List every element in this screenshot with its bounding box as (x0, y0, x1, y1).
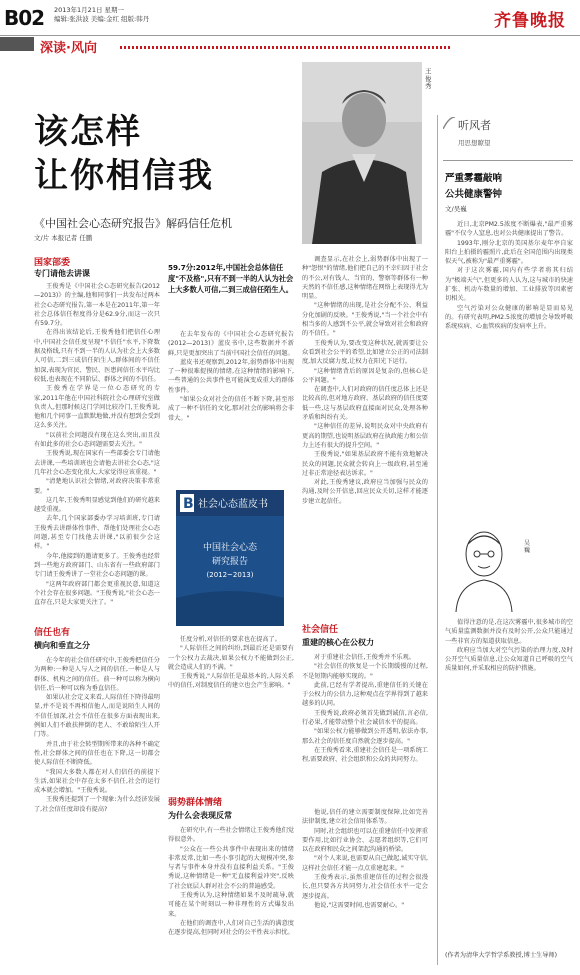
byline: 文/片 本报记者 任鹏 (34, 234, 93, 242)
paragraph: 此前,已经有学者提出,重建信任的关键在于公权力的公信力,这种观点在学界得到了越来越多的认同。 (302, 681, 428, 708)
portrait-photo (302, 62, 422, 244)
paragraph: 王俊秀说,政府必须首先做到诚信,言必信,行必果,才能带动整个社会诚信水平的提高。 (302, 709, 428, 727)
paragraph: 政府应当加大对空气污染的治理力度,及时公开空气质量信息,让公众知道自己呼吸的空气质量如何,并采取相应的防护措施。 (445, 646, 573, 673)
paragraph: 王俊秀认为,这种情绪如果不及时疏导,就可能在某个时刻以一种非理性的方式爆发出来。 (168, 892, 294, 918)
sidebar-text (445, 220, 573, 516)
paragraph: 王俊秀还提到了一个现象:为什么经济发展了,社会信任度却没有提高? (34, 796, 160, 813)
paragraph: 对于这次雾霾,国内有些学者将其归结为"极端天气",但更多的人认为,这与城市的快速扩张、机动车数量的增加、工业排放等因素密切相关。 (445, 267, 573, 303)
header-rule (0, 35, 580, 36)
section-tag-block (0, 37, 34, 51)
column-2c-text (168, 826, 294, 966)
paragraph: "人际信任之间的纠纷,到最后还是需要有一个公权力去裁决,如果公权力不能做到公正,就会造成人们的不满。" (168, 645, 294, 671)
paragraph: 王俊秀说,"人际信任是最基本的,人际关系中的信任,对制度信任的建立也会产生影响。" (168, 673, 294, 690)
paragraph: 如果认社会定义来看,人际信任下降得最明显,并不是说不再相信他人,而是说陌生人间的不信任加深,社会不信任在很多方面表现出来,例如人们不敢扶摔倒的老人、不敢给陌生人开门等。 (34, 694, 160, 739)
date-text: 2013年1月21日 星期一 (54, 6, 125, 14)
paragraph: 在王俊秀看来,重建社会信任是一项系统工程,需要政府、社会组织和公众的共同努力。 (302, 746, 428, 764)
paragraph: "社会信任的恢复是一个长期缓慢的过程,不是短期内能够实现的。" (302, 663, 428, 680)
book-years: (2012~2013) (206, 571, 254, 579)
sidebar-footnote: (作者为清华大学哲学系教授,博士生导师) (445, 952, 557, 959)
paragraph: 今年,他接到的邀请更多了。王俊秀也经常到一些地方政府部门、山东省有一些政府部门专门请王俊秀讲了一堂社会心态问题的课。 (34, 552, 160, 579)
paragraph: 近日,北京PM2.5浓度不断爆表,"最严重雾霾"不仅令人窒息,也对公共健康提出了警告。 (445, 221, 573, 238)
paragraph: 对此,王俊秀建议,政府应当加强与民众的沟通,及时公开信息,回应民众关切,这样才能逐步建立起信任。 (302, 479, 428, 505)
paragraph: 在今年的社会信任研究中,王俊秀把信任分为两种:一种是人与人之间的信任,一种是人与群体、机构之间的信任。前一种可以称为横向信任,后一种可以称为垂直信任。 (34, 657, 160, 692)
section2-heading-red: 信任也有 (34, 628, 71, 638)
column-1b-text (34, 656, 160, 966)
photo-caption: 王俊秀 (425, 67, 432, 90)
paragraph: 他说,"这需要时间,也需要耐心。" (314, 901, 405, 909)
masthead-logo: 齐鲁晚报 (494, 11, 566, 31)
paragraph: 王俊秀说,现在国家有一些部委会专门请他去讲课,一些培训班也会请他去讲社会心态,"这几年社会心态变化很大,大家觉得应该重视。" (34, 450, 160, 476)
column-4-text (302, 808, 428, 966)
paragraph: 在去年发布的《中国社会心态研究报告(2012—2013)》蓝皮书中,这些数据并不新鲜,只是更加突出了当前中国社会信任的问题。 (168, 331, 294, 357)
paragraph: "如果公众对社会的信任不断下降,甚至形成了一种不信任的文化,那对社会的影响将会非常大。" (168, 396, 294, 422)
section1-heading-red: 国家部委 (34, 258, 71, 268)
book-subtitle-1: 中国社会心态 (202, 543, 258, 553)
paragraph: 空气污染对公众健康的影响是显而易见的。有研究表明,PM2.5浓度的增加会导致呼吸系统疾病、心血管疾病的发病率上升。 (445, 304, 573, 331)
page-number: B02 (4, 6, 45, 30)
pull-quote: 59.7分:2012年,中国社会总体信任度"不及格",只有不到一半的人认为社会上大多数人可信,二到三成信任陌生人。 (168, 263, 294, 294)
paragraph: 这几年,王俊秀明显感觉到他们的研究越来越受重视。 (34, 496, 160, 514)
dateline (54, 6, 194, 24)
column-3-text (302, 255, 428, 615)
paragraph: "我国大多数人都在对人们信任的前提下生活,如果社会中存在太多不信任,社会的运行成本就会增加。"王俊秀说。 (34, 768, 160, 795)
paragraph: 在得出该结论后,王俊秀他们把信任心理中,中国社会信任度呈现"不信任"水平,下降数据及格线,只有不到一半的人认为社会上大多数人可信,二到三成信任陌生人,群体间的不信任加深,表现为官民、警民、医患间信任水平均比较低,也表现在不同阶层、群体之间的不信任。 (34, 329, 160, 383)
paragraph: "这种信任的差异,说明民众对中央政府有更高的期望,也说明基层政府在执政能力和公信力上还有很大的提升空间。" (302, 423, 428, 449)
section-divider (120, 46, 450, 49)
sidebar-marker-icon (443, 114, 455, 126)
paragraph: "这种情绪的出现,是社会分配不公、利益分化加剧的反映。"王俊秀说,"当一个社会中有相当多的人感到不公平,就会导致对社会和政府的不信任。" (302, 302, 428, 338)
paragraph: 在研究中,有一些社会情绪让王俊秀他们觉得很意外。 (168, 827, 294, 844)
paragraph: 调查显示,在社会上,弱势群体中出现了一种"怨恨"的情绪,他们把自己的不幸归因于社会的不公,对有钱人、当官的、警察等群体有一种天然的不信任感,这种情绪在网络上表现得尤为明显。 (302, 256, 428, 301)
paragraph: "公众在一些公共事件中表现出来的情绪非常反常,比如一些小事引起的大规模冲突,参与者与事件本身并没有直接利益关系。"王俊秀说,这种情绪是一种"无直接利益冲突",反映了社会底层人群对社会不公的普遍感受。 (168, 845, 294, 890)
column-2b-text (168, 635, 294, 785)
paragraph: 对于重建社会信任,王俊秀并不乐观。 (314, 654, 415, 661)
sidebar-subheading: 用思想瞭望 (458, 139, 491, 147)
sidebar-text-2 (445, 618, 573, 948)
column-3b-text (302, 653, 428, 803)
column-rule (437, 115, 438, 965)
paragraph: "这种情绪背后的原因是复杂的,但核心是公平问题。" (302, 367, 428, 384)
paragraph: "对个人来说,也需要从自己做起,诚实守信,这样社会信任才能一点点重建起来。" (302, 855, 428, 872)
paragraph: 王俊秀是《中国社会心态研究报告(2012—2013)》的主编,他和同事们一共发布过两本社会心态研究报告,第一本是在2011年,第一年社会总体信任程度得分是62.9分,而这一次只有59.7分。 (34, 283, 160, 328)
paragraph: 去年,几个国家部委办学习培训班,专门请王俊秀去讲群体性事件、帮他们处理社会心态问题,甚至专门找他去讲课,"以前很少会这样。" (34, 515, 160, 551)
paragraph: 王俊秀认为,要改变这种状况,就需要让公众看到社会公平的希望,比如建立公正的司法制度,加大反腐力度,让权力在阳光下运行。 (302, 339, 428, 366)
subheadline: 《中国社会心态研究报告》解码信任危机 (34, 217, 232, 230)
section4-heading-black: 重建的核心在公权力 (302, 638, 374, 647)
paragraph: 王俊秀说,"如果基层政府不能有效地解决民众的问题,民众就会转向上一级政府,甚至通过非正常途径表达诉求。" (302, 451, 428, 477)
column-1-text (34, 282, 160, 612)
paragraph: 1993年,刚分北京的美国基尔麦年亭自家阳台上拍摄的霾照片,此后在全国范围内出现类似天气,被称为"最严重雾霾"。 (445, 239, 573, 266)
headline-line-2: 让你相信我 (34, 156, 214, 196)
paragraph: 他说,信任的建立需要制度保障,比如完善法律制度,建立社会信用体系等。 (302, 809, 428, 826)
paragraph: 在他们的调查中,人们对自己生活的满意度在逐步提高,但同时对社会的公平性表示担忧。 (168, 919, 294, 937)
paragraph: "以前社会问题没有现在这么突出,而且没有如此多的社会心态问题需要去关注。" (34, 431, 160, 449)
cartoon-caption: 吴巍 (524, 540, 531, 554)
book-title: 社会心态蓝皮书 (198, 499, 268, 510)
column-2-text (168, 330, 294, 480)
paragraph: 并且,由于社会转型期所带来的各种不确定性,社会群体之间的信任也在下降,这一切都会使人际信任不断降低。 (34, 740, 160, 767)
section1-heading-black: 专门请他去讲课 (34, 269, 90, 278)
paragraph: "如果公权力能够做到公开透明,依法办事,那么社会的信任度自然就会逐步提高。" (302, 728, 428, 745)
editors-text: 编辑:张洪波 美编:金红 组版:韩丹 (54, 15, 150, 23)
paragraph: 任度分析,对信任的要求也在提高了。 (180, 636, 281, 643)
paragraph: 在调查中,人们对政府的信任度总体上还是比较高的,但对地方政府、基层政府的信任度要低一些,这与基层政府直接面对民众,处理各种矛盾和纠纷有关。 (302, 386, 428, 422)
author-cartoon (448, 520, 520, 612)
paragraph: "清楚地认识社会情绪,对政府决策非常重要。" (34, 478, 160, 495)
paragraph: 王俊秀在学界是一位心态研究的专家,2011年他在中国社科院社会心理研究室做负责人,但那时候这门学问比较冷门,王俊秀说,他和几个同事一直默默地做,并没有想到会受到这么多关注。 (34, 385, 160, 430)
book-cover-image (170, 488, 292, 628)
paragraph: 同时,社会组织也可以在重建信任中发挥重要作用,比如行业协会、志愿者组织等,它们可以在政府和民众之间架起沟通的桥梁。 (302, 827, 428, 854)
paragraph: 值得注意的是,在这次雾霾中,很多城市的空气质量监测数据并没有及时公开,公众只能通过一些非官方的渠道获取信息。 (445, 619, 573, 645)
section4-heading-red: 社会信任 (302, 625, 339, 635)
sidebar-rule (443, 160, 573, 161)
paragraph: 蓝皮书还观察到,2012年,弱势群体中出现了一种很难捉摸的情绪,在这种情绪的影响下,一些普通的公共事件也可能演变成重大的群体性事件。 (168, 358, 294, 394)
paragraph: 王俊秀表示,虽然重建信任的过程会很漫长,但只要各方共同努力,社会信任水平一定会逐步提高。 (302, 874, 428, 900)
section2-heading-black: 横向和垂直之分 (34, 641, 90, 650)
svg-text:B: B (183, 496, 194, 512)
section3-heading-red: 弱势群体情绪 (168, 798, 223, 808)
section3-heading-black: 为什么会表现反常 (168, 811, 232, 820)
sidebar-title-1: 严重雾霾敲响 (445, 173, 503, 184)
headline-line-1: 该怎样 (34, 112, 142, 152)
sidebar-author: 文/吴巍 (445, 205, 467, 213)
sidebar-title-2: 公共健康警钟 (445, 189, 503, 200)
sidebar-heading: 听风者 (458, 119, 491, 132)
section-title: 深读·风向 (40, 41, 97, 56)
paragraph: "这两年政府部门都会更重视民意,知道这个社会存在很多问题。"王俊秀说,"社会心态一直存在,只是大家更关注了。" (34, 580, 160, 607)
book-subtitle-2: 研究报告 (211, 557, 249, 567)
